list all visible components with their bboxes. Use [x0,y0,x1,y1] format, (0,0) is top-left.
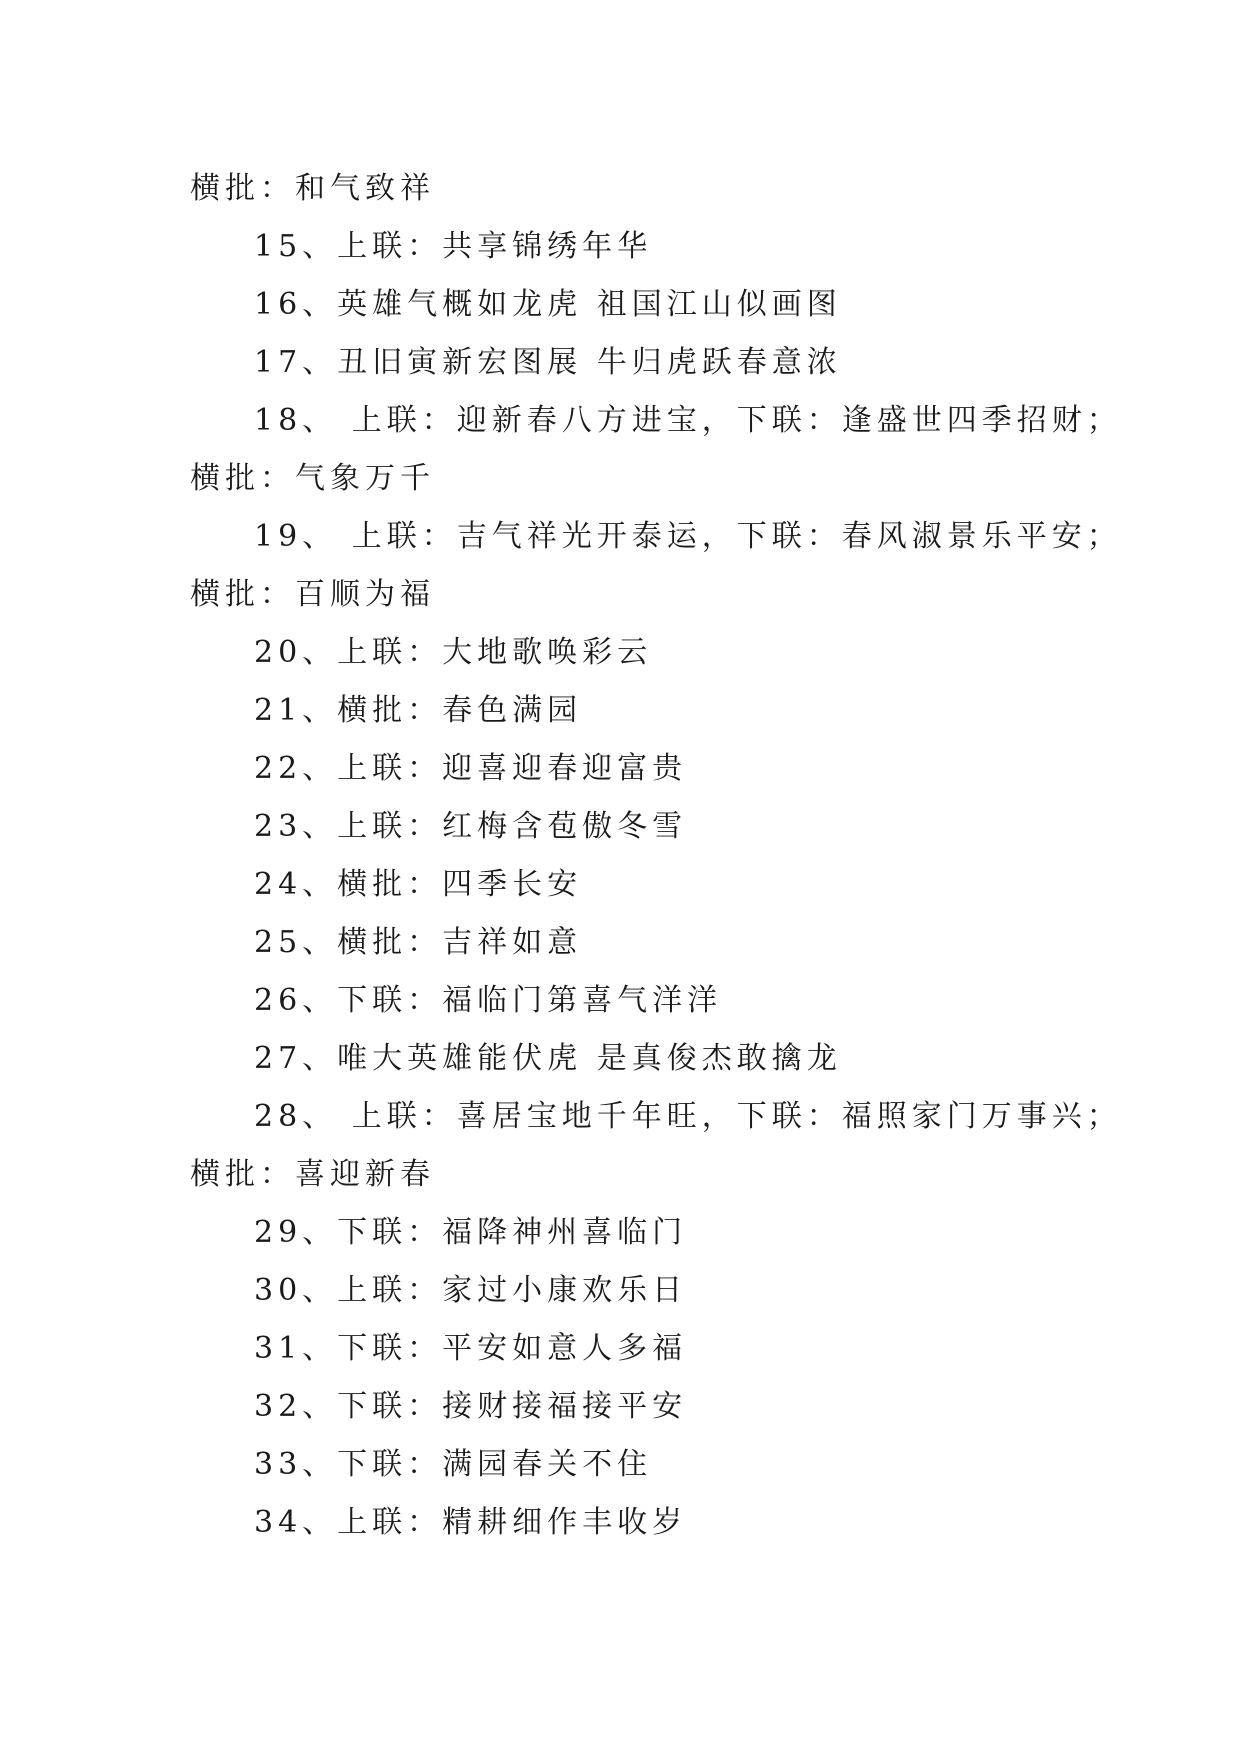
text-line: 横批：和气致祥 [190,171,435,206]
text-line: 27、唯大英雄能伏虎 是真俊杰敢擒龙 [254,1041,842,1076]
text-line: 横批：百顺为福 [190,577,435,612]
text-line: 29、下联：福降神州喜临门 [254,1215,688,1250]
text-line: 26、下联：福临门第喜气洋洋 [254,983,723,1018]
text-line: 20、上联：大地歌唤彩云 [254,635,653,670]
text-line: 31、下联：平安如意人多福 [254,1331,688,1366]
text-line: 19、 上联：吉气祥光开泰运，下联：春风淑景乐平安； [254,519,1122,554]
text-line: 21、横批：春色满园 [254,693,583,728]
text-line: 23、上联：红梅含苞傲冬雪 [254,809,688,844]
text-line: 28、 上联：喜居宝地千年旺，下联：福照家门万事兴； [254,1099,1122,1134]
text-line: 15、上联：共享锦绣年华 [254,229,653,264]
text-line: 横批：气象万千 [190,461,435,496]
text-line: 24、横批：四季长安 [254,867,583,902]
text-line: 16、英雄气概如龙虎 祖国江山似画图 [254,287,842,322]
text-line: 18、 上联：迎新春八方进宝，下联：逢盛世四季招财； [254,403,1122,438]
text-line: 17、丑旧寅新宏图展 牛归虎跃春意浓 [254,345,842,380]
text-line: 22、上联：迎喜迎春迎富贵 [254,751,688,786]
text-line: 25、横批：吉祥如意 [254,925,583,960]
text-line: 32、下联：接财接福接平安 [254,1389,688,1424]
text-line: 横批：喜迎新春 [190,1157,435,1192]
text-line: 34、上联：精耕细作丰收岁 [254,1505,688,1540]
text-line: 33、下联：满园春关不住 [254,1447,653,1482]
couplet-list [190,160,1122,1552]
text-line: 30、上联：家过小康欢乐日 [254,1273,688,1308]
